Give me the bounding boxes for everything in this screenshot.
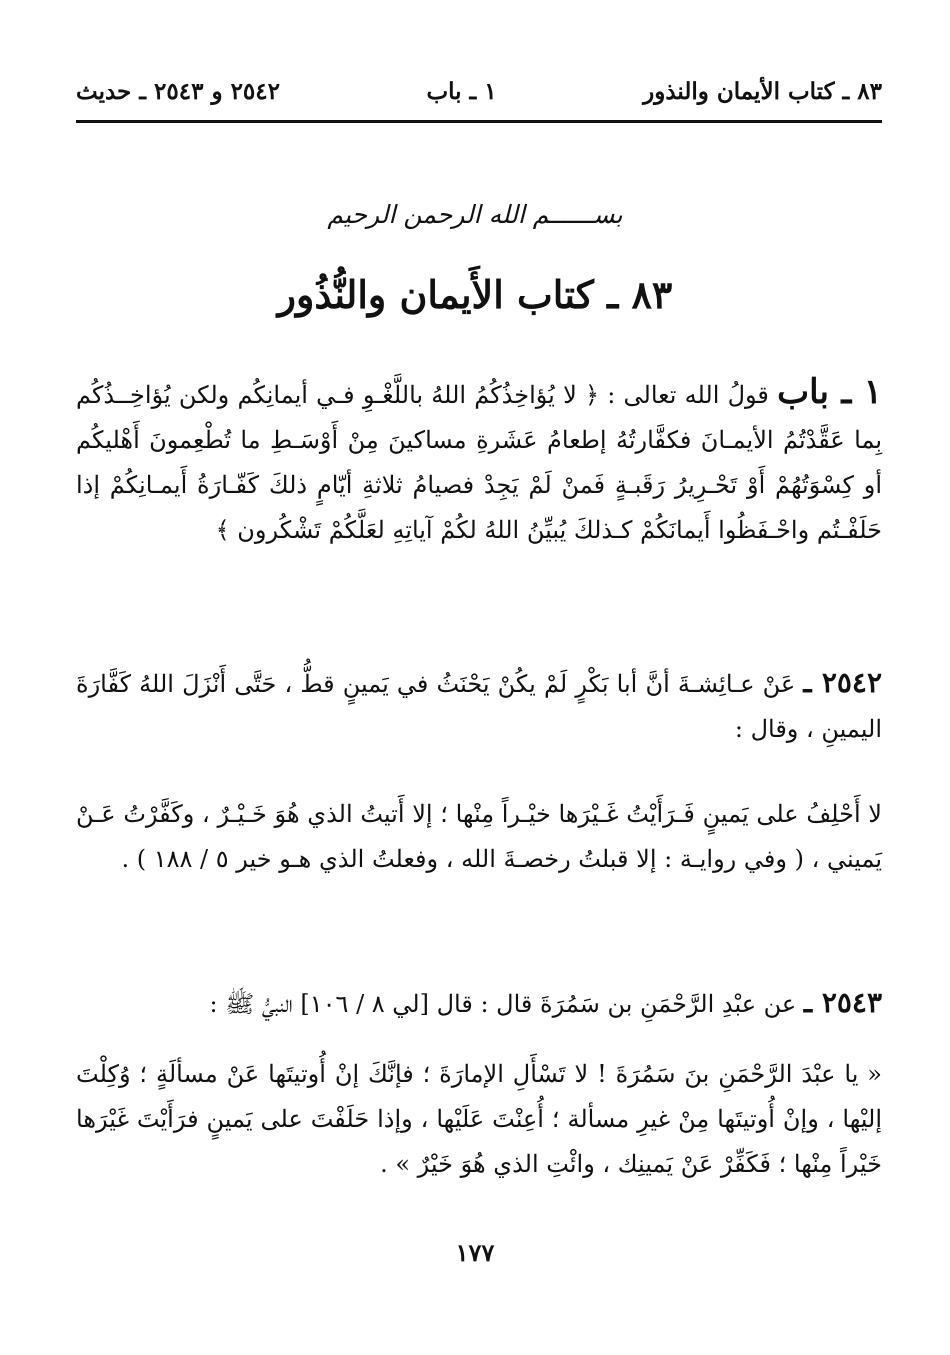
chapter-text: قولُ الله تعالى : ﴿ لا يُؤاخِذُكُمُ اللهُ باللَّغْـوِ فـي أيمانِكُم ولكن يُؤاخِــذُكُم بِما عَقَّدْتُمُ الأيمـانَ فكفَّارتُهُ إطعامُ عَشَرةِ مساكينَ مِنْ أَوْسَـطِ ما تُطْعِمونَ أَهْليكُم أو كِسْوَتُهُمْ أَوْ تَحْـرِيرُ رَقَبـةٍ فَمنْ لَمْ يَجِدْ فصيامُ ثلاثةِ أيّامٍ ذلكَ كَفّـارَةُ أَيمـانِكُمْ إذا حَلَفْـتُم واحْـفَظُوا أَيمانَكُمْ كـذلكَ يُبيِّنُ اللهُ لكُمْ آياتِهِ لعَلَّكُمْ تَشْكُرون ﴾: [76, 381, 882, 544]
chapter-paragraph: [76, 370, 882, 553]
chapter-label: ١ ـ باب: [777, 372, 882, 412]
header-hadith-range: ٢٥٤٢ و ٢٥٤٣ ـ حديث: [76, 77, 280, 105]
book-title: ٨٣ ـ كتاب الأَيمان والنُّذُور: [277, 272, 673, 317]
hadith-2542-body: [76, 792, 882, 882]
hadith-intro-text: عن عبْدِ الرَّحْمَنِ بن سَمُرَةَ قال : قال [لي ٨ / ١٠٦] النبيُّ ﷺ :: [209, 990, 797, 1018]
hadith-intro-text: عَنْ عـائِشـةَ أنَّ أبا بَكْرٍ لَمْ يكُنْ يَحْنَثُ في يَمينٍ قطُّ ، حَتَّى أَنْزَلَ اللهُ كَفَّارَةَ اليمينِ ، وقال :: [76, 670, 882, 743]
hadith-number: ٢٥٤٣ ـ: [803, 986, 882, 1019]
hadith-body-text: « يا عبْدَ الرَّحْمَنِ بنَ سَمُرَةَ ! لا تَسْأَلِ الإمارَةَ ؛ فإنَّكَ إنْ أُوتيتَها عَنْ مسألَةٍ ؛ وُكِلْتَ إليْها ، وإنْ أُوتيتَها مِنْ غيرِ مسألة ؛ أُعِنْتَ عَلَيْها ، وإذا حَلَفْتَ على يَمينٍ فرَأَيْتَ غَيْرَها خَيْراً مِنْها ؛ فَكَفِّرْ عَنْ يَمينِك ، وائْتِ الذي هُوَ خَيْرٌ » .: [76, 1060, 882, 1178]
header-book-title: ٨٣ ـ كتاب الأيمان والنذور: [643, 77, 882, 105]
hadith-2543-body: [76, 1052, 882, 1187]
page-number: ١٧٧: [455, 1238, 495, 1267]
header-chapter: ١ ـ باب: [426, 77, 497, 105]
hadith-2542-intro: [76, 660, 882, 752]
hadith-2543-intro: [76, 980, 882, 1027]
basmala: بســــــم الله الرحمن الرحيم: [327, 200, 623, 229]
header-divider: [76, 120, 882, 123]
hadith-body-text: لا أَحْلِفُ على يَمينٍ فَـرَأَيْتُ غَـيْرَها خيْـراً مِنْها ؛ إلا أَتيتُ الذي هُوَ خَـيْـرٌ ، وكَفَّرْتُ عَـنْ يَميني ، ( وفي روايـة : إلا قبلتُ رخصـةَ الله ، وفعلتُ الذي هـو خير ٥ / ١٨٨ ) .: [76, 800, 882, 873]
hadith-number: ٢٥٤٢ ـ: [803, 666, 882, 699]
running-header: [76, 66, 882, 116]
